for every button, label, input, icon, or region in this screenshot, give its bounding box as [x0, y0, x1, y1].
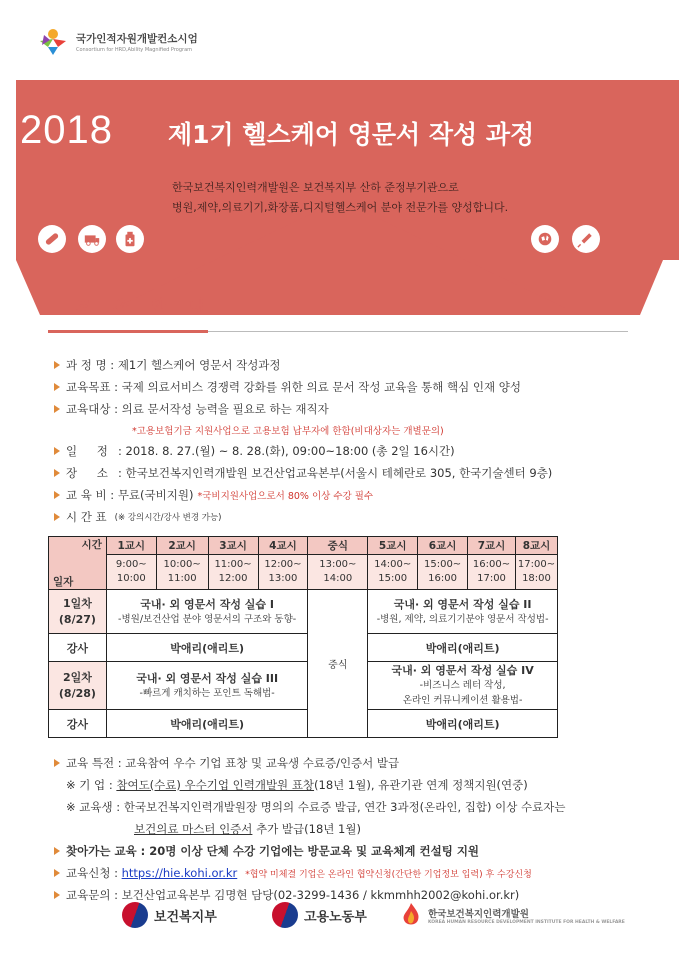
day2-row [49, 662, 558, 710]
champ-logo-icon [36, 25, 70, 59]
schedule-times-row [49, 554, 558, 589]
period-header: 6교시 [418, 537, 468, 555]
day2-cell [49, 662, 107, 710]
place-value: 한국보건복지인력개발원 보건산업교육본부(서울시 테헤란로 305, 한국기술센터 9층) [125, 466, 553, 480]
course-label: 과 정 명 [66, 358, 107, 372]
corner-day-label: 일자 [53, 576, 74, 588]
time-start: 10:00~ [163, 558, 201, 570]
bullet-icon [54, 405, 60, 413]
bullet-icon [54, 361, 60, 369]
day1-afternoon-course [368, 590, 558, 634]
company-value-rest: (18년 1월), 유관기관 연계 정책지원(연중) [314, 778, 528, 792]
bullet-icon [54, 759, 60, 767]
instructor-label: 강사 [49, 634, 107, 662]
time-cell [308, 554, 368, 589]
time-cell [156, 554, 208, 589]
bullet-icon [54, 447, 60, 455]
day2-am-instructor: 박애리(애리트) [106, 710, 308, 738]
time-start: 14:00~ [374, 558, 412, 570]
taeguk-icon [122, 902, 148, 928]
apply-note: *협약 미체결 기업은 온라인 협약신청(간단한 기업정보 입력) 후 수강신청 [245, 869, 532, 880]
footer-logos [0, 902, 679, 936]
day2-label: 2일차 [62, 670, 92, 684]
schedule-header-row [49, 537, 558, 555]
info-row-timetable [50, 506, 650, 528]
bullet-icon [54, 469, 60, 477]
time-start: 9:00~ [115, 558, 147, 570]
place-label: 장 소 [66, 466, 108, 480]
ministry-labor-logo [272, 902, 367, 928]
time-cell [368, 554, 418, 589]
visit-education-row: 찾아가는 교육 : 20명 이상 단체 수강 기업에는 방문교육 및 교육체계 컨설팅 지원 [50, 840, 670, 862]
time-end: 15:00 [378, 572, 408, 584]
day1-am-subtitle: -병원/보건산업 분야 영문서의 구조와 동향- [118, 613, 297, 625]
lunch-cell: 중식 [308, 590, 368, 738]
year-label: 2018 [20, 108, 113, 152]
ministry-health-name: 보건복지부 [154, 909, 217, 925]
fee-value: 무료(국비지원) [117, 488, 194, 502]
timetable-label: 시 간 표 [66, 510, 107, 524]
day1-pm-subtitle: -병원, 제약, 의료기기분야 영문서 작성법- [376, 613, 549, 625]
consortium-subtitle: Consortium for HRD,Ability Magnified Program [76, 47, 193, 53]
day2-pm-subtitle-2: 온라인 커뮤니케이션 활용법- [402, 695, 523, 706]
course-title: 제1기 헬스케어 영문서 작성 과정 [168, 120, 535, 149]
bullet-icon [54, 869, 60, 877]
company-value-underlined: 참여도(수료) 우수기업 인력개발원 표창 [116, 778, 315, 792]
info-row-fee: 교 육 비 : 무료(국비지원) *국비지원사업으로서 80% 이상 수강 필수 [50, 484, 650, 506]
time-cell [418, 554, 468, 589]
apply-label: 교육신청 [66, 866, 111, 880]
period-header: 5교시 [368, 537, 418, 555]
section-divider [208, 331, 628, 332]
contact-row: 교육문의 : 보건산업교육본부 김명현 담당(02-3299-1436 / kkmmhh2002@kohi.or.kr) [50, 884, 670, 906]
period-header: 3교시 [208, 537, 258, 555]
company-benefit-row: ※ 기 업 : 참여도(수료) 우수기업 인력개발원 표창 (18년 1월), 유관기관 연계 정책지원(연중) [66, 778, 528, 792]
period-header: 1교시 [106, 537, 156, 555]
bullet-icon [54, 847, 60, 855]
section-divider-accent [48, 330, 208, 333]
date-value: 2018. 8. 27.(월) ~ 8. 28.(화), 09:00~18:00 (총 2일 16시간) [125, 444, 455, 458]
visit-value: 20명 이상 단체 수강 기업에는 방문교육 및 교육체계 컨설팅 지원 [149, 844, 480, 858]
student-benefit-row-2 [50, 818, 670, 840]
day2-morning-course [106, 662, 308, 710]
day1-pm-title: 국내· 외 영문서 작성 실습 II [393, 597, 532, 611]
contact-label: 교육문의 [66, 888, 111, 902]
apply-link[interactable]: https://hie.kohi.or.kr [121, 866, 238, 880]
student-value: 한국보건복지인력개발원장 명의의 수료증 발급, 연간 3과정(온라인, 집합) 이상 수료자는 [123, 800, 566, 814]
period-header: 2교시 [156, 537, 208, 555]
bullet-icon [54, 513, 60, 521]
target-value: 의료 문서작성 능력을 필요로 하는 재직자 [121, 402, 329, 416]
schedule-corner [49, 537, 107, 590]
time-cell [106, 554, 156, 589]
time-start: 16:00~ [472, 558, 511, 570]
bullet-icon [54, 491, 60, 499]
day1-pm-instructor: 박애리(애리트) [368, 634, 558, 662]
day1-date: (8/27) [58, 612, 96, 626]
day2-pm-instructor: 박애리(애리트) [368, 710, 558, 738]
time-end: 13:00 [268, 572, 298, 584]
day2-am-subtitle: -빠르게 캐치하는 포인트 독해법- [139, 687, 275, 699]
intro-text [172, 178, 508, 218]
benefits-value: 교육참여 우수 기업 표창 및 교육생 수료증/인증서 발급 [125, 756, 400, 770]
bullet-icon [54, 891, 60, 899]
timetable-note: (※ 강의시간/강사 변경 가능) [114, 513, 222, 523]
goal-value: 국제 의료서비스 경쟁력 강화를 위한 의료 문서 작성 교육을 통해 핵심 인재 양성 [121, 380, 521, 394]
student-value-underlined: 보건의료 마스터 인증서 [134, 822, 253, 836]
time-end: 11:00 [167, 572, 197, 584]
consortium-name: 국가인적자원개발컨소시엄 [76, 33, 198, 45]
time-start: 15:00~ [423, 558, 462, 570]
info-row-goal: 교육목표 : 국제 의료서비스 경쟁력 강화를 위한 의료 문서 작성 교육을 통해 핵심 인재 양성 [50, 376, 650, 398]
time-cell [258, 554, 308, 589]
section-heading: 교 육 안 내 [76, 297, 213, 315]
day2-date: (8/28) [58, 686, 96, 700]
ministry-labor-name: 고용노동부 [304, 909, 367, 925]
day2-pm-title: 국내· 외 영문서 작성 실습 IV [391, 664, 534, 677]
ambulance-icon [78, 225, 106, 253]
course-info-list [50, 354, 650, 528]
kohi-name: 한국보건복지인력개발원 [428, 908, 529, 920]
day2-am-title: 국내· 외 영문서 작성 실습 III [136, 671, 279, 685]
period-header: 4교시 [258, 537, 308, 555]
taeguk-icon [272, 902, 298, 928]
day1-am-instructor: 박애리(애리트) [106, 634, 308, 662]
intro-line-1: 한국보건복지인력개발원은 보건복지부 산하 준정부기관으로 [172, 181, 459, 194]
consortium-logo [36, 24, 198, 60]
schedule-table [48, 536, 558, 738]
time-cell [468, 554, 516, 589]
day1-label: 1일차 [62, 596, 92, 610]
student-label: ※ 교육생 [66, 800, 113, 814]
fee-note: *국비지원사업으로서 80% 이상 수강 필수 [197, 491, 374, 502]
intro-line-2: 병원,제약,의료기기,화장품,디지털헬스케어 분야 전문가를 양성합니다. [172, 201, 509, 214]
fee-label: 교 육 비 [66, 488, 107, 502]
company-label: ※ 기 업 [66, 778, 106, 792]
time-end: 16:00 [428, 572, 457, 584]
syringe-icon [572, 225, 600, 253]
period-header: 중식 [308, 537, 368, 555]
period-header: 7교시 [468, 537, 516, 555]
info-row-course: 과 정 명 : 제1기 헬스케어 영문서 작성과정 [50, 354, 650, 376]
benefits-list [50, 752, 670, 906]
day2-afternoon-course [368, 662, 558, 710]
target-note: *고용보험기금 지원사업으로 고용보험 납부자에 한함(비대상자는 개별문의) [132, 426, 444, 437]
instructor-label: 강사 [49, 710, 107, 738]
bullet-icon [54, 383, 60, 391]
ministry-health-logo [122, 902, 217, 928]
time-end: 17:00 [477, 572, 506, 584]
benefits-label: 교육 특전 [66, 756, 115, 770]
time-start: 11:00~ [214, 558, 252, 570]
medicine-bottle-icon [116, 225, 144, 253]
time-end: 18:00 [522, 572, 551, 584]
time-end: 12:00 [218, 572, 248, 584]
kohi-logo [400, 902, 625, 928]
time-start: 17:00~ [517, 558, 556, 570]
time-start: 13:00~ [319, 558, 357, 570]
day1-cell [49, 590, 107, 634]
student-value-rest: 추가 발급(18년 1월) [256, 822, 361, 836]
globe-icon [531, 225, 559, 253]
time-cell [515, 554, 557, 589]
day1-am-title: 국내· 외 영문서 작성 실습 I [140, 597, 274, 611]
flame-icon [400, 902, 422, 928]
period-header: 8교시 [515, 537, 557, 555]
info-row-target-note [50, 420, 650, 440]
info-row-place: 장 소 : 한국보건복지인력개발원 보건산업교육본부(서울시 테헤란로 305, 한국기술센터 9층) [50, 462, 650, 484]
corner-time-label: 시간 [81, 539, 102, 551]
goal-label: 교육목표 [66, 380, 111, 394]
date-label: 일 정 [66, 444, 108, 458]
title-banner [0, 80, 679, 315]
student-benefit-row: ※ 교육생 : 한국보건복지인력개발원장 명의의 수료증 발급, 연간 3과정(온라인, 집합) 이상 수료자는 [66, 800, 566, 814]
day1-instructor-row [49, 634, 558, 662]
day1-morning-course [106, 590, 308, 634]
bandage-icon [38, 225, 66, 253]
apply-row: 교육신청 : https://hie.kohi.or.kr *협약 미체결 기업은 온라인 협약신청(간단한 기업정보 입력) 후 수강신청 [50, 862, 670, 884]
course-value: 제1기 헬스케어 영문서 작성과정 [117, 358, 281, 372]
contact-value: 보건산업교육본부 김명현 담당(02-3299-1436 / kkmmhh2002@kohi.or.kr) [121, 888, 520, 902]
time-start: 12:00~ [264, 558, 302, 570]
target-label: 교육대상 [66, 402, 111, 416]
time-end: 10:00 [116, 572, 146, 584]
day2-pm-subtitle-1: -비즈니스 레터 작성, [419, 680, 506, 691]
info-row-date: 일 정 : 2018. 8. 27.(월) ~ 8. 28.(화), 09:00~18:00 (총 2일 16시간) [50, 440, 650, 462]
benefits-row: 교육 특전 : 교육참여 우수 기업 표창 및 교육생 수료증/인증서 발급 [50, 752, 670, 774]
info-row-target: 교육대상 : 의료 문서작성 능력을 필요로 하는 재직자 [50, 398, 650, 420]
time-end: 14:00 [323, 572, 353, 584]
kohi-english-name: KOREA HUMAN RESOURCE DEVELOPMENT INSTITUTE FOR HEALTH & WELFARE [428, 919, 625, 925]
time-cell [208, 554, 258, 589]
day2-instructor-row [49, 710, 558, 738]
day1-row [49, 590, 558, 634]
visit-label: 찾아가는 교육 [66, 844, 137, 858]
